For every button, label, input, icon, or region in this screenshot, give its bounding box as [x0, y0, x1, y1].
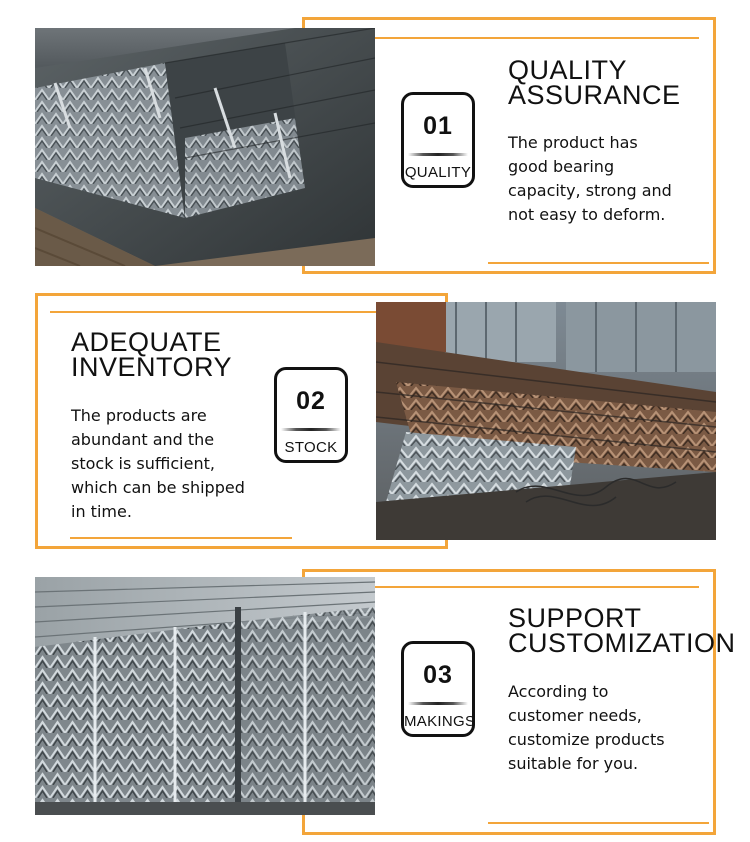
section-title: [508, 55, 681, 110]
description-line: The product has: [508, 133, 638, 152]
steel-angle-bundles-photo: [35, 28, 375, 266]
description-line: customize products: [508, 730, 665, 749]
badge-label: STOCK: [284, 439, 338, 456]
description-line: capacity, strong and: [508, 181, 672, 200]
section-description: [508, 131, 672, 227]
bottom-rule: [70, 537, 292, 539]
description-line: abundant and the: [71, 430, 215, 449]
badge-divider: [408, 702, 468, 705]
section-number-badge: [401, 92, 475, 188]
feature-quality-assurance: [0, 0, 750, 280]
bottom-rule: [488, 822, 709, 824]
section-title: [71, 327, 233, 382]
description-line: good bearing: [508, 157, 615, 176]
title-line-1: QUALITY: [508, 55, 628, 85]
title-line-2: INVENTORY: [71, 352, 233, 382]
description-line: The products are: [71, 406, 207, 425]
badge-label: QUALITY: [404, 164, 472, 181]
description-line: which can be shipped: [71, 478, 245, 497]
section-number-badge: [274, 367, 348, 463]
top-rule: [360, 586, 699, 588]
section-description: [71, 404, 245, 524]
description-line: customer needs,: [508, 706, 642, 725]
top-rule: [50, 311, 390, 313]
section-title: [508, 603, 736, 658]
galvanized-angle-stack-photo: [35, 577, 375, 815]
title-line-2: ASSURANCE: [508, 80, 681, 110]
feature-adequate-inventory: [0, 285, 750, 555]
badge-divider: [408, 153, 468, 156]
warehouse-stock-photo: [376, 302, 716, 540]
section-number: 02: [296, 387, 326, 415]
top-rule: [360, 37, 699, 39]
feature-support-customization: [0, 560, 750, 842]
description-line: stock is sufficient,: [71, 454, 215, 473]
description-line: suitable for you.: [508, 754, 639, 773]
title-line-1: SUPPORT: [508, 603, 642, 633]
description-line: not easy to deform.: [508, 205, 666, 224]
title-line-1: ADEQUATE: [71, 327, 222, 357]
description-line: in time.: [71, 502, 132, 521]
badge-divider: [281, 428, 341, 431]
bottom-rule: [488, 262, 709, 264]
description-line: According to: [508, 682, 609, 701]
title-line-2: CUSTOMIZATION: [508, 628, 736, 658]
section-number-badge: [401, 641, 475, 737]
section-number: 01: [423, 112, 453, 140]
badge-label: MAKINGS: [404, 713, 476, 730]
section-description: [508, 680, 665, 776]
section-number: 03: [423, 661, 453, 689]
